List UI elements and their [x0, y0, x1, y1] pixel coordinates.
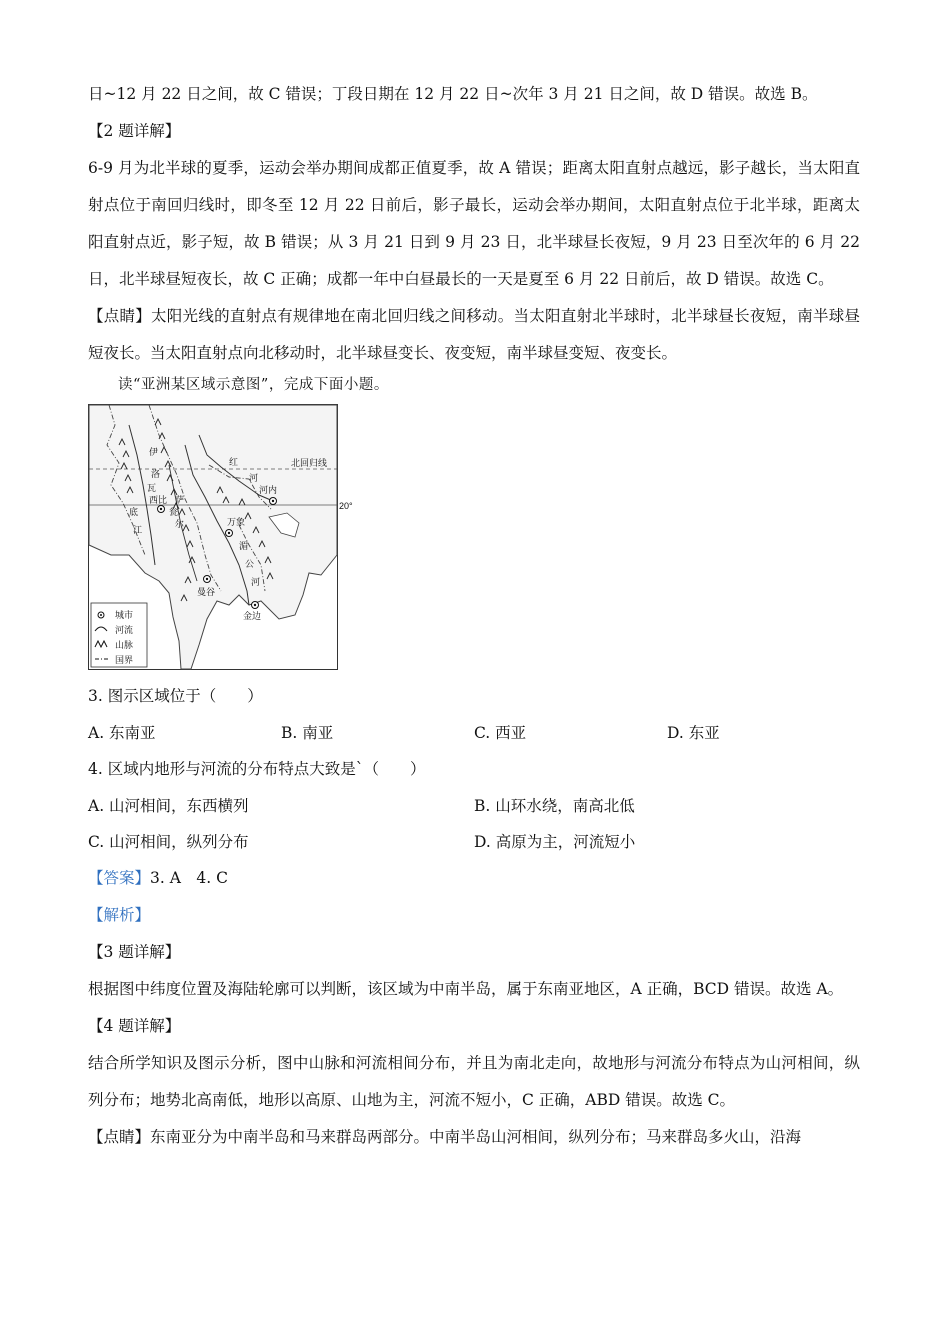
legend-city: 城市	[115, 610, 134, 620]
label-wa: 瓦	[147, 483, 157, 493]
q4-option-d[interactable]: D. 高原为主，河流短小	[474, 833, 636, 851]
q4-explanation: 结合所学知识及图示分析，图中山脉和河流相间分布，并且为南北走向，故地形与河流分布特点为山河相间，纵列分布；地势北高南低，地形以高原、山地为主，河流不短小，C 正确，ABD 错误。故选 C。	[88, 1054, 860, 1109]
legend-mountain: 山脉	[115, 640, 134, 650]
legend-border: 国界	[115, 655, 134, 665]
continued-line: 日~12 月 22 日之间，故 C 错误；丁段日期在 12 月 22 日~次年 3 月 21 日之间，故 D 错误。故选 B。	[88, 85, 818, 103]
analysis-tag: 【解析】	[88, 906, 151, 924]
q3-options	[88, 715, 860, 751]
label-er: 尔	[175, 519, 185, 529]
q3-heading: 【3 题详解】	[88, 943, 181, 961]
label-phnompenh: 金边	[243, 611, 262, 621]
q3-option-d[interactable]: D. 东亚	[667, 724, 720, 742]
label-tropic: 北回归线	[291, 458, 328, 468]
answer-line	[88, 860, 860, 897]
q4-options-row2	[88, 824, 860, 860]
label-xibi: 西比	[149, 495, 168, 505]
label-gong: 公	[245, 559, 255, 569]
q4-options-row1	[88, 788, 860, 824]
label-yi: 伊	[149, 447, 159, 457]
label-luo: 洛	[151, 469, 161, 479]
map-legend	[91, 603, 147, 667]
answer-text: 3. A 4. C	[150, 869, 229, 887]
q3-option-b[interactable]: B. 南亚	[281, 724, 334, 742]
label-lat20: 20°	[339, 501, 353, 511]
label-he2: 河	[251, 577, 261, 587]
q3-explanation: 根据图中纬度位置及海陆轮廓可以判断，该区域为中南半岛，属于东南亚地区，A 正确，BCD 错误。故选 A。	[88, 980, 844, 998]
q4-option-a[interactable]: A. 山河相间，东西横列	[88, 797, 249, 815]
q4-option-c[interactable]: C. 山河相间，纵列分布	[88, 833, 249, 851]
q2-explanation: 6-9 月为北半球的夏季，运动会举办期间成都正值夏季，故 A 错误；距离太阳直射点越远，影子越长，当太阳直射点位于南回归线时，即冬至 12 月 22 日前后，影子最长，运动会举办期间，太阳直射点位于北半球，距离太阳直射点近，影子短，故 B 错误；从 3 月 21 日到 9 月 23 日，北半球昼长夜短，9 月 23 日至次年的 6 月 22 日，北半球昼短夜长，故 C 正确；成都一年中白昼最长的一天是夏至 6 月 22 日前后，故 D 错误。故选 C。	[88, 159, 860, 288]
q4-heading: 【4 题详解】	[88, 1017, 181, 1035]
label-hong: 红	[229, 457, 239, 467]
label-vientiane: 万象	[227, 517, 246, 527]
q4-option-b[interactable]: B. 山环水绕，南高北低	[474, 797, 635, 815]
q3-option-c[interactable]: C. 西亚	[474, 724, 527, 742]
map-graphic	[89, 405, 353, 669]
label-mei: 湄	[239, 541, 249, 551]
asia-region-map	[88, 404, 353, 670]
label-hanoi: 河内	[259, 485, 278, 495]
label-jiang: 江	[133, 525, 143, 535]
label-di: 底	[129, 507, 139, 517]
answer-tag: 【答案】	[88, 869, 151, 887]
q4-stem: 4. 区域内地形与河流的分布特点大致是`（ ）	[88, 760, 426, 778]
q2-heading: 【2 题详解】	[88, 122, 181, 140]
q3-stem: 3. 图示区域位于（ ）	[88, 687, 263, 705]
q3-option-a[interactable]: A. 东南亚	[88, 724, 156, 742]
label-weng: 瓮	[169, 507, 179, 517]
label-sa: 萨	[175, 495, 185, 505]
note-1: 【点睛】太阳光线的直射点有规律地在南北回归线之间移动。当太阳直射北半球时，北半球昼长夜短，南半球昼短夜长。当太阳直射点向北移动时，北半球昼变长、夜变短，南半球昼变短、夜变长。	[88, 307, 860, 362]
label-he: 河	[249, 473, 259, 483]
legend-river: 河流	[115, 625, 134, 635]
map-instruction: 读“亚洲某区域示意图”，完成下面小题。	[118, 377, 389, 393]
document-page	[88, 76, 860, 1156]
note-2: 【点睛】东南亚分为中南半岛和马来群岛两部分。中南半岛山河相间，纵列分布；马来群岛多火山，沿海	[88, 1128, 802, 1146]
label-bangkok: 曼谷	[197, 587, 216, 597]
